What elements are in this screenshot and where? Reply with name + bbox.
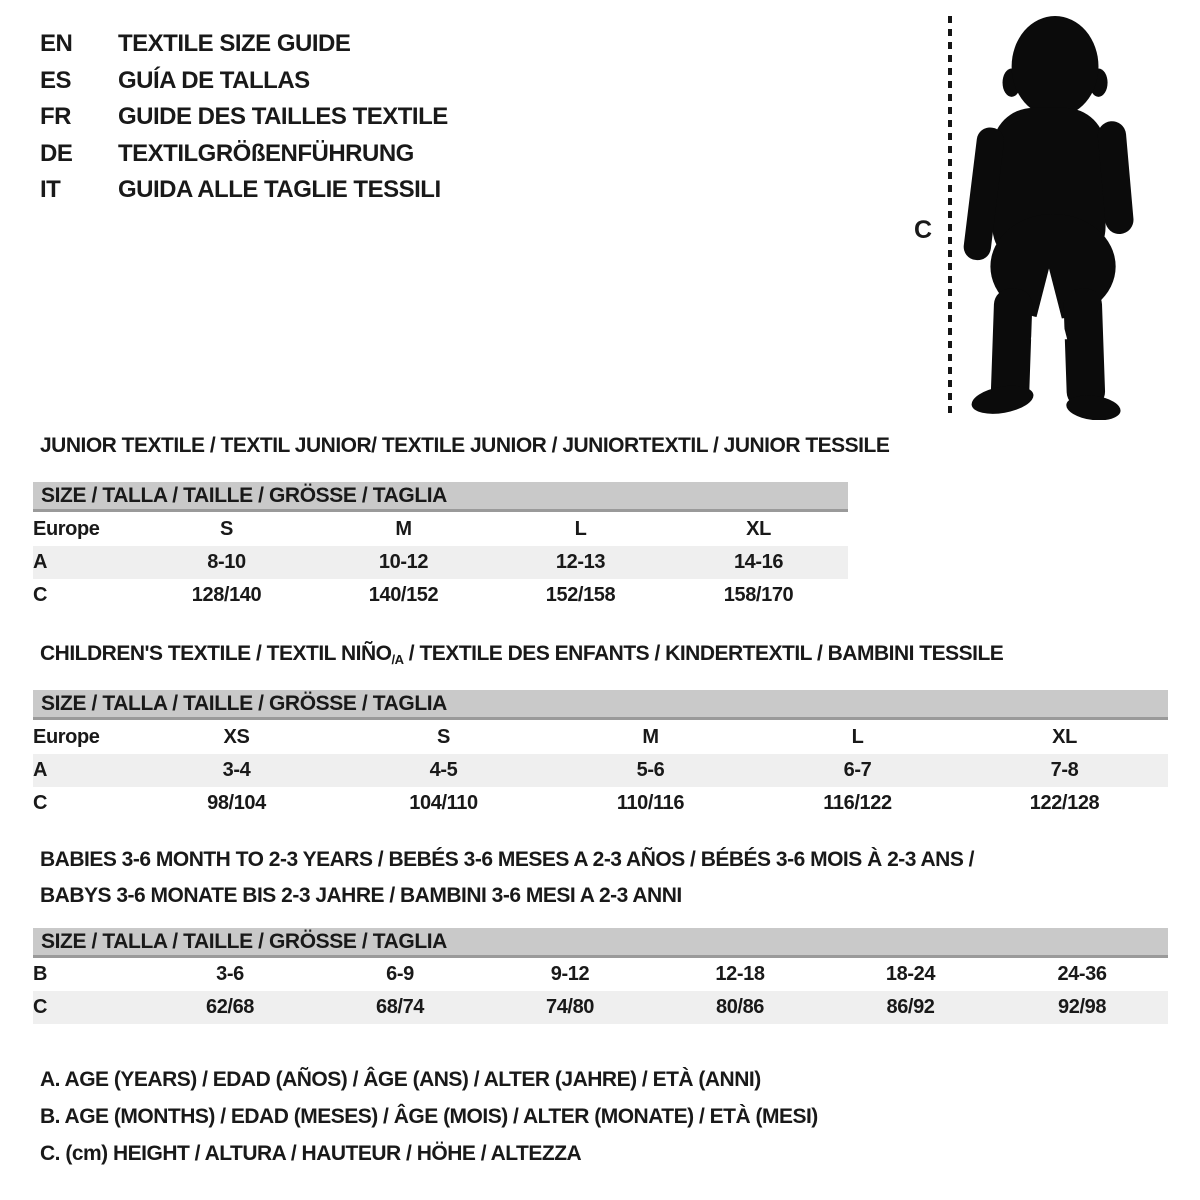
babies-heading-line2: BABYS 3-6 MONATE BIS 2-3 JAHRE / BAMBINI 3-6 MESI A 2-3 ANNI xyxy=(40,884,682,907)
table-cell: 92/98 xyxy=(996,991,1168,1024)
column-header: L xyxy=(574,517,587,540)
table-cell: 14-16 xyxy=(669,546,848,579)
table-header-bar xyxy=(33,690,1168,719)
row-label: A xyxy=(33,546,138,579)
table-header-bar xyxy=(33,928,1168,957)
babies-heading-line1: BABIES 3-6 MONTH TO 2-3 YEARS / BEBÉS 3-6 MESES A 2-3 AÑOS / BÉBÉS 3-6 MOIS À 2-3 ANS / xyxy=(40,848,975,871)
table-cell: 12-13 xyxy=(492,546,669,579)
size-header-label: SIZE / TALLA / TAILLE / GRÖSSE / TAGLIA xyxy=(33,690,1168,719)
language-code: DE xyxy=(40,139,73,167)
column-header: S xyxy=(220,517,233,540)
language-title: GUÍA DE TALLAS xyxy=(118,66,310,94)
table-cell: 68/74 xyxy=(315,991,485,1024)
language-list xyxy=(40,26,448,209)
table-cell: 3-4 xyxy=(133,754,340,787)
table-cell: 5-6 xyxy=(547,754,754,787)
column-header: XL xyxy=(746,517,771,540)
footnotes xyxy=(40,1068,818,1179)
babies-size-table xyxy=(33,928,1168,1024)
column-header: M xyxy=(642,725,659,748)
column-header: XL xyxy=(1052,725,1077,748)
children-heading-prefix: CHILDREN'S TEXTILE / TEXTIL NIÑO xyxy=(40,642,392,665)
table-row xyxy=(33,579,848,612)
table-cell: 3-6 xyxy=(216,963,244,985)
row-label: A xyxy=(33,754,133,787)
table-cell: 152/158 xyxy=(545,584,616,606)
table-cell: 24-36 xyxy=(1057,963,1107,985)
table-column-row xyxy=(33,511,848,547)
children-heading-suffix: / TEXTILE DES ENFANTS / KINDERTEXTIL / BAMBINI TESSILE xyxy=(403,642,1004,665)
column-header: Europe xyxy=(33,725,100,748)
column-header: Europe xyxy=(33,517,100,540)
table-cell: 140/152 xyxy=(368,584,439,606)
language-row-fr xyxy=(40,99,448,136)
height-line-label: C xyxy=(914,216,933,244)
table-cell: 128/140 xyxy=(191,584,262,606)
language-row-de xyxy=(40,136,448,173)
children-heading-sub: /A xyxy=(391,652,404,667)
table-row xyxy=(33,754,1168,787)
size-header-label: SIZE / TALLA / TAILLE / GRÖSSE / TAGLIA xyxy=(33,928,1168,957)
table-cell: 8-10 xyxy=(138,546,315,579)
table-cell: 6-9 xyxy=(386,963,414,985)
children-size-table xyxy=(33,690,1168,820)
column-header: M xyxy=(395,517,412,540)
table-column-row xyxy=(33,719,1168,755)
column-header: XS xyxy=(223,725,250,748)
language-code: FR xyxy=(40,103,71,131)
table-row xyxy=(33,787,1168,820)
language-title: TEXTILGRÖßENFÜHRUNG xyxy=(118,139,414,167)
table-cell: 9-12 xyxy=(550,963,590,985)
table-cell: 110/116 xyxy=(616,792,685,814)
toddler-silhouette-icon xyxy=(963,14,1137,420)
language-title: GUIDE DES TAILLES TEXTILE xyxy=(118,103,448,131)
table-row xyxy=(33,546,848,579)
footnote-a: A. AGE (YEARS) / EDAD (AÑOS) / ÂGE (ANS) / ALTER (JAHRE) / ETÀ (ANNI) xyxy=(40,1068,761,1091)
table-cell: 158/170 xyxy=(723,584,794,606)
table-cell: 80/86 xyxy=(655,991,825,1024)
height-measure-line xyxy=(948,16,952,418)
language-title: TEXTILE SIZE GUIDE xyxy=(118,30,351,58)
footnote-b: B. AGE (MONTHS) / EDAD (MESES) / ÂGE (MOIS) / ALTER (MONATE) / ETÀ (MESI) xyxy=(40,1105,818,1128)
table-cell: 98/104 xyxy=(207,792,266,814)
table-cell: 4-5 xyxy=(340,754,547,787)
column-header: L xyxy=(851,725,864,748)
language-row-es xyxy=(40,63,448,100)
table-row xyxy=(33,991,1168,1024)
column-header: S xyxy=(437,725,450,748)
table-header-bar xyxy=(33,482,848,511)
row-label: B xyxy=(33,963,48,985)
table-cell: 10-12 xyxy=(315,546,492,579)
row-label: C xyxy=(33,584,48,606)
language-row-it xyxy=(40,172,448,209)
table-cell: 122/128 xyxy=(1029,792,1100,814)
table-cell: 12-18 xyxy=(715,963,765,985)
table-cell: 7-8 xyxy=(961,754,1168,787)
language-code: ES xyxy=(40,66,72,94)
language-code: IT xyxy=(40,176,61,204)
table-cell: 86/92 xyxy=(825,991,996,1024)
size-header-label: SIZE / TALLA / TAILLE / GRÖSSE / TAGLIA xyxy=(33,482,848,511)
footnote-c: C. (cm) HEIGHT / ALTURA / HAUTEUR / HÖHE / ALTEZZA xyxy=(40,1142,582,1165)
children-section-heading xyxy=(40,642,1003,667)
table-cell: 6-7 xyxy=(754,754,961,787)
babies-section-heading xyxy=(40,842,974,914)
row-label: C xyxy=(33,792,48,814)
language-row-en xyxy=(40,26,448,63)
junior-size-table xyxy=(33,482,848,612)
language-title: GUIDA ALLE TAGLIE TESSILI xyxy=(118,176,441,204)
row-label: C xyxy=(33,991,145,1024)
table-cell: 74/80 xyxy=(485,991,655,1024)
junior-section-heading: JUNIOR TEXTILE / TEXTIL JUNIOR/ TEXTILE JUNIOR / JUNIORTEXTIL / JUNIOR TESSILE xyxy=(40,434,890,457)
table-row xyxy=(33,957,1168,992)
table-cell: 116/122 xyxy=(823,792,892,814)
table-cell: 104/110 xyxy=(409,792,478,814)
language-code: EN xyxy=(40,30,73,58)
table-cell: 62/68 xyxy=(145,991,315,1024)
table-cell: 18-24 xyxy=(885,963,936,985)
